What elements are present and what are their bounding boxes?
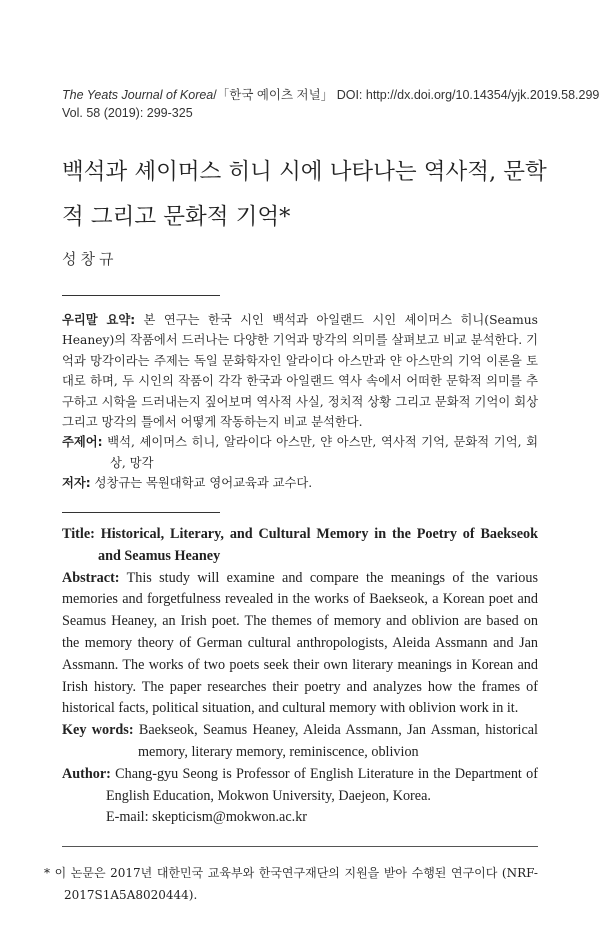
korean-abstract-section — [62, 310, 538, 494]
english-abstract — [62, 568, 538, 721]
english-author-label: Author: — [62, 765, 111, 782]
journal-name-en: The Yeats Journal of Korea — [62, 88, 214, 102]
divider-middle — [62, 512, 220, 513]
korean-keywords-text: 백석, 셰이머스 히니, 알라이다 아스만, 얀 아스만, 역사적 기억, 문화적 기억, 회상, 망각 — [102, 435, 538, 470]
english-title-label: Title: — [62, 526, 95, 542]
english-keywords-label: Key words: — [62, 722, 134, 739]
korean-author-label: 저자: — [62, 476, 91, 491]
author-name: 성창규 — [62, 250, 118, 268]
journal-volume: Vol. 58 (2019): 299-325 — [62, 106, 193, 120]
journal-name-ko: /「한국 예이츠 저널」 — [213, 88, 334, 102]
doi-link[interactable]: DOI: http://dx.doi.org/10.14354/yjk.2019.58.299 — [336, 88, 600, 102]
divider-top — [62, 295, 220, 296]
english-abstract-text: This study will examine and compare the meanings of the various memories and forgetfulness revealed in the works of Baekseok, a Korean poet and Seamus Heaney, an Irish poet. The themes of memory and oblivion are based on the memory theory of German cultural anthropologists, Aleida Assmann and Jan Assmann. The works of two poets seek their own literary meanings in Korean and Irish history. The paper researches their poetry and analyzes how the frames of historical facts, political situation, and cultural memory with oblivion work in it. — [62, 569, 538, 717]
english-author-text: Chang-gyu Seong is Professor of English Literature in the Department of English Education, Mokwon University, Daejeon, Korea. — [106, 765, 538, 804]
footnote-text: * 이 논문은 2017년 대한민국 교육부와 한국연구재단의 지원을 받아 수행된 연구이다 (NRF-2017S1A5A8020444). — [44, 866, 538, 902]
korean-author-text: 성창규는 목원대학교 영어교육과 교수다. — [90, 476, 313, 491]
footnote-section — [44, 862, 538, 906]
korean-abstract-label: 우리말 요약: — [62, 313, 136, 327]
footnote-divider — [62, 846, 538, 847]
korean-abstract — [62, 310, 538, 432]
english-title-text: Historical, Literary, and Cultural Memory in the Poetry of Baekseok and Seamus Heaney — [94, 526, 538, 564]
korean-abstract-text: 본 연구는 한국 시인 백석과 아일랜드 시인 셰이머스 히니(Seamus Heaney)의 작품에서 드러나는 다양한 기억과 망각의 의미를 살펴보고 비교 분석한다. 기억과 망각이라는 주제는 독일 문화학자인 알라이다 아스만과 얀 아스만의 기억 이론을 토대로 하며, 두 시인의 작품이 각각 한국과 아일랜드 역사 속에서 어떠한 문학적 의미를 추구하고 시학을 드러내는지 짚어보며 역사적 사실, 정치적 상황 그리고 문화적 기억이 회상 그리고 망각의 틀에서 어떻게 작동하는지 비교 분석한다. — [62, 313, 538, 430]
korean-keywords — [62, 432, 538, 473]
english-keywords-text: Baekseok, Seamus Heaney, Aleida Assmann, Jan Assman, historical memory, literary memory, reminiscence, oblivion — [133, 722, 539, 760]
english-abstract-section — [62, 524, 538, 829]
journal-citation-line — [62, 86, 600, 104]
english-title — [62, 524, 538, 568]
english-author — [62, 764, 538, 808]
english-keywords — [62, 720, 538, 764]
author-email[interactable]: E-mail: skepticism@mokwon.ac.kr — [106, 809, 308, 826]
korean-keywords-label: 주제어: — [62, 435, 103, 450]
journal-header — [62, 86, 600, 122]
english-abstract-label: Abstract: — [62, 569, 120, 586]
korean-author — [62, 473, 538, 493]
page-title: 백석과 셰이머스 히니 시에 나타나는 역사적, 문학적 그리고 문화적 기억* — [62, 159, 547, 230]
